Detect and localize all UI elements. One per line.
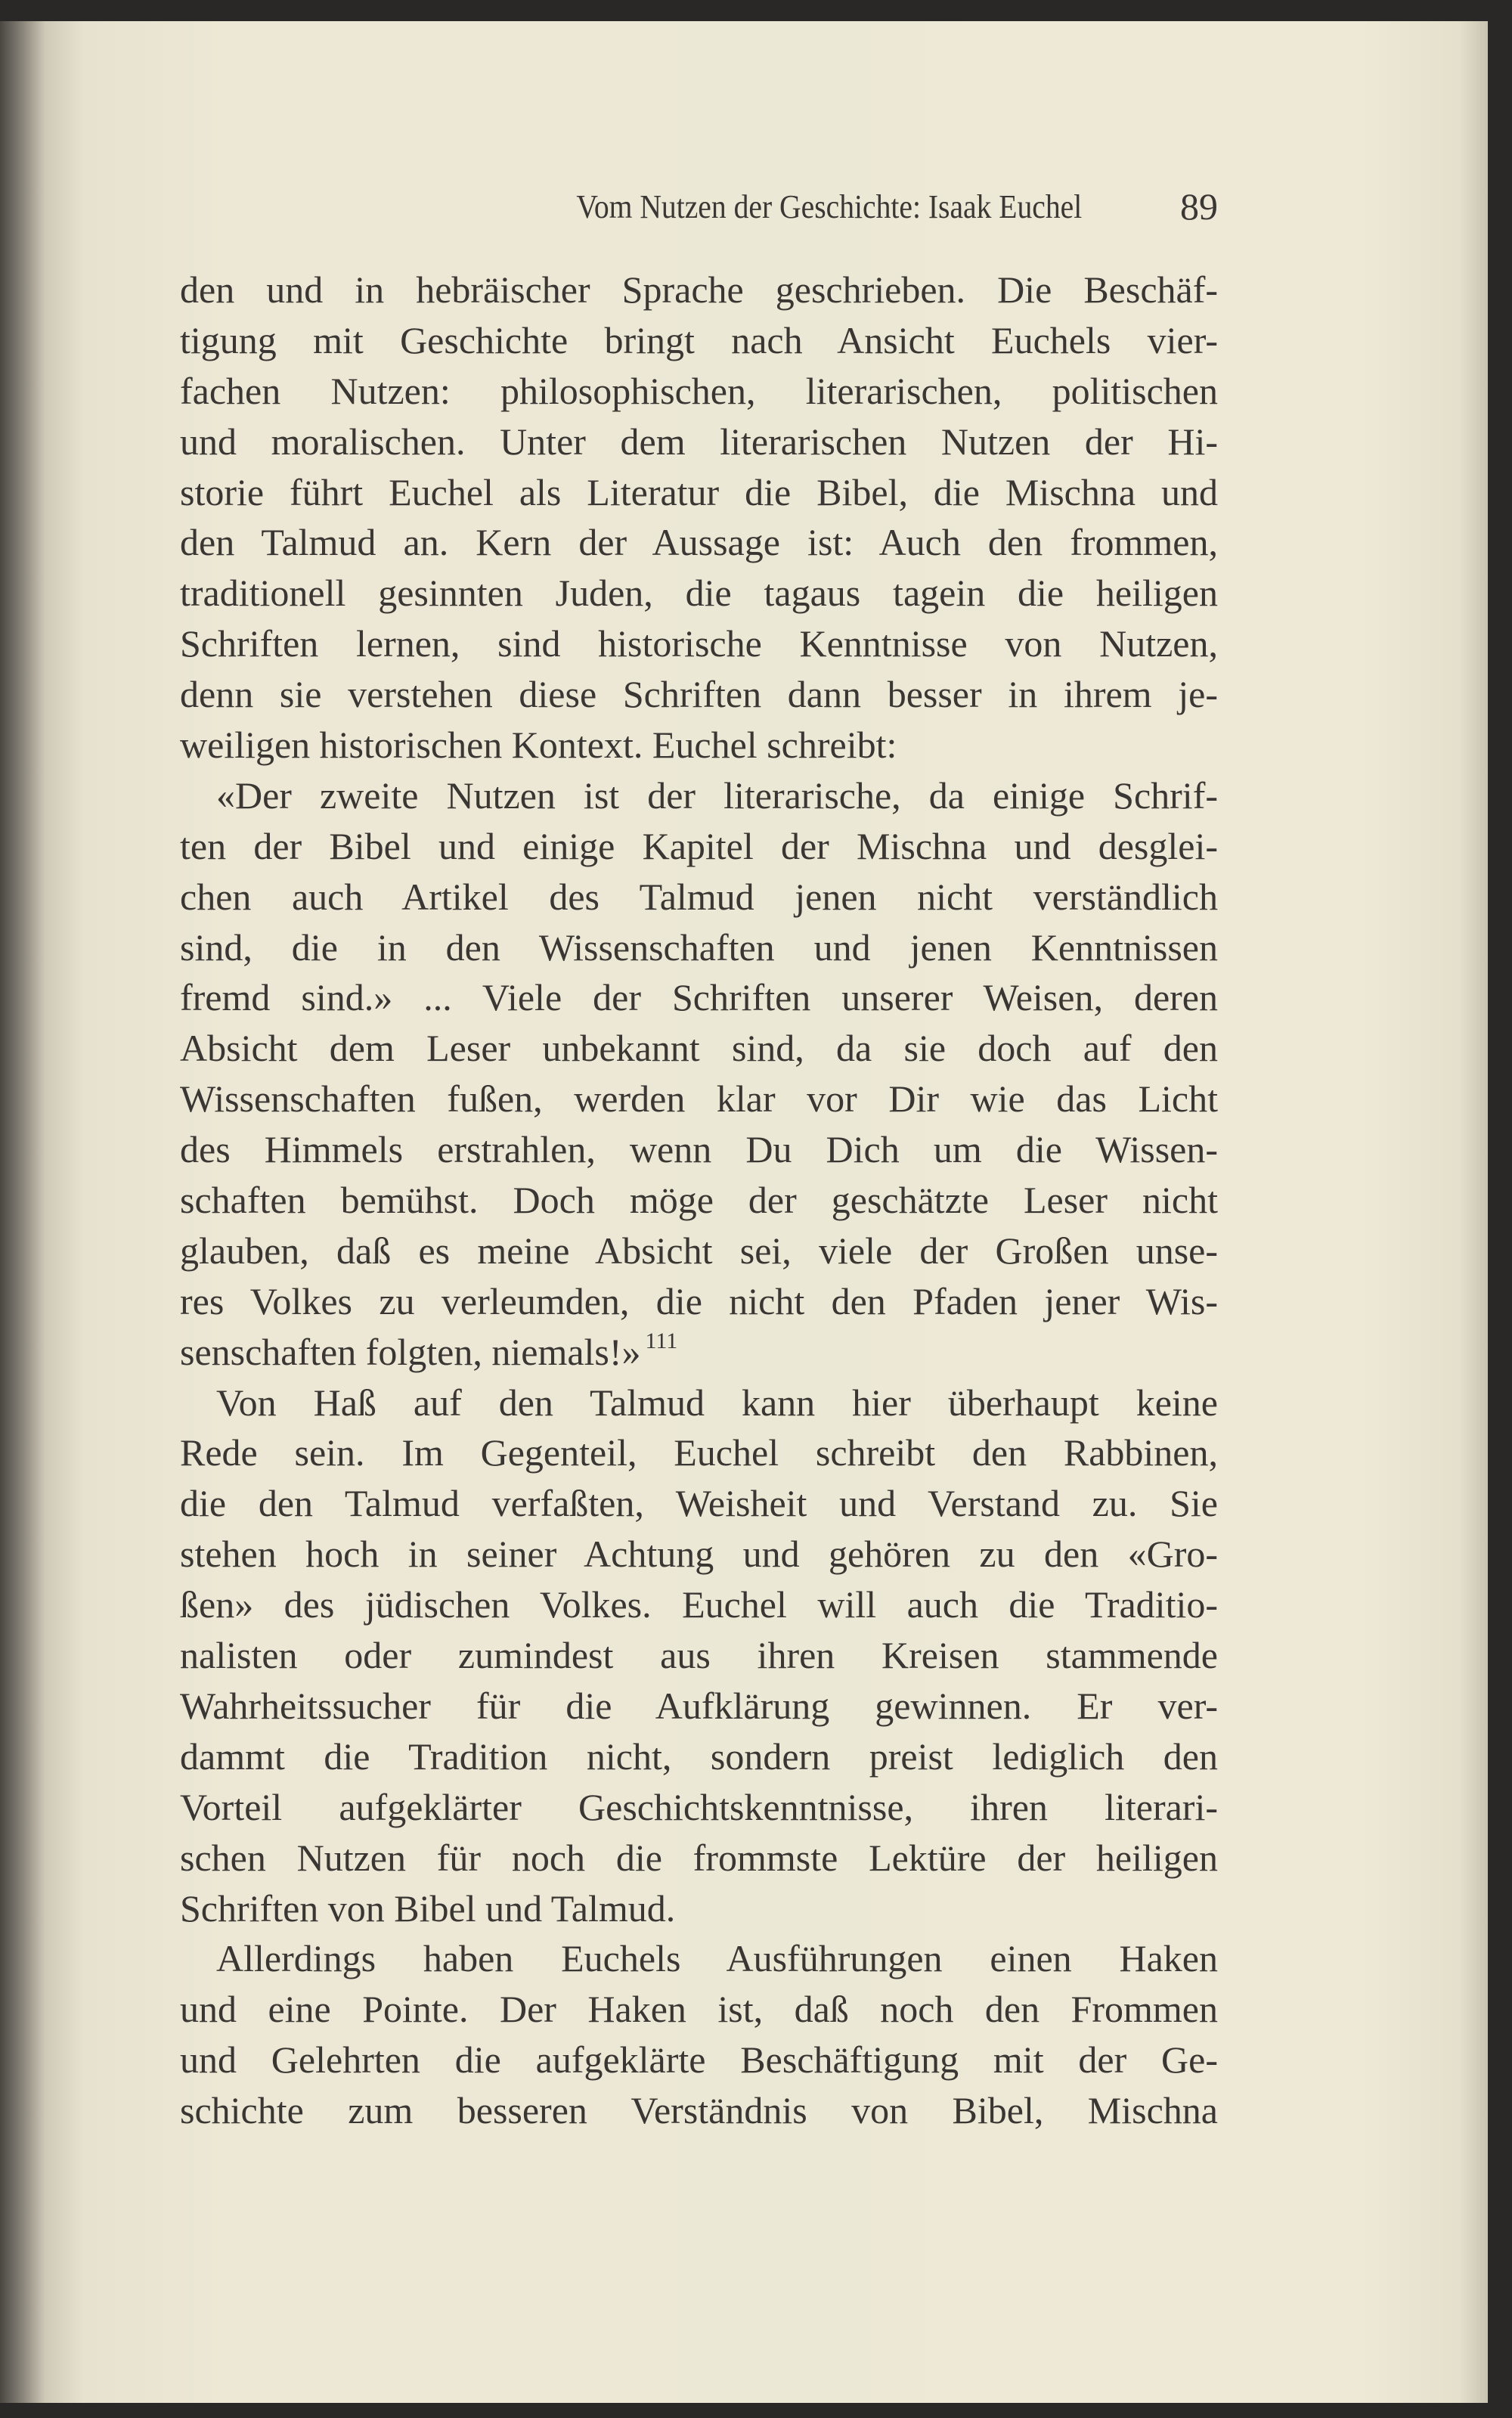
body-text — [180, 265, 1218, 2136]
quote-end-text: senschaften folgten, niemals!» — [180, 1330, 641, 1373]
text-line: Von Haß auf den Talmud kann hier überhaupt keine — [216, 1381, 1218, 1424]
text-line: schen Nutzen für noch die frommste Lektüre der heiligen — [180, 1836, 1218, 1879]
text-line: storie führt Euchel als Literatur die Bibel, die Mischna und — [180, 470, 1218, 513]
text-line: schichte zum besseren Verständnis von Bibel, Mischna — [180, 2089, 1218, 2132]
text-line: den und in hebräischer Sprache geschrieben. Die Beschäf- — [180, 268, 1218, 311]
quote-line: schaften bemühst. Doch möge der geschätzte Leser nicht — [180, 1179, 1218, 1222]
quote-line: «Der zweite Nutzen ist der literarische, da einige Schrif- — [216, 773, 1218, 817]
quote-line: chen auch Artikel des Talmud jenen nicht verständlich — [180, 875, 1218, 918]
quote-line: res Volkes zu verleumden, die nicht den Pfaden jener Wis- — [180, 1279, 1218, 1322]
text-line: Allerdings haben Euchels Ausführungen einen Haken — [216, 1937, 1218, 1980]
text-line: Wahrheitssucher für die Aufklärung gewinnen. Er ver- — [180, 1684, 1218, 1727]
quote-line: glauben, daß es meine Absicht sei, viele der Großen unse- — [180, 1229, 1218, 1272]
page-number: 89 — [1180, 185, 1218, 228]
text-line: und eine Pointe. Der Haken ist, daß noch den Frommen — [180, 1988, 1218, 2031]
text-line: tigung mit Geschichte bringt nach Ansicht Euchels vier- — [180, 318, 1218, 361]
footnote-marker[interactable]: 111 — [645, 1328, 678, 1353]
quote-line — [180, 1327, 1218, 1378]
running-title: Vom Nutzen der Geschichte: Isaak Euchel — [576, 188, 1082, 225]
book-page — [0, 21, 1488, 2403]
text-line: fachen Nutzen: philosophischen, literarischen, politischen — [180, 369, 1218, 412]
text-line: Schriften von Bibel und Talmud. — [180, 1886, 676, 1930]
text-line: und Gelehrten die aufgeklärte Beschäftigung mit der Ge- — [180, 2038, 1218, 2082]
quote-line: Wissenschaften fußen, werden klar vor Dir wie das Licht — [180, 1077, 1218, 1121]
quote-line: Absicht dem Leser unbekannt sind, da sie doch auf den — [180, 1027, 1218, 1070]
text-line: denn sie verstehen diese Schriften dann besser in ihrem je- — [180, 673, 1218, 716]
text-line: und moralischen. Unter dem literarischen Nutzen der Hi- — [180, 420, 1218, 463]
text-line: nalisten oder zumindest aus ihren Kreisen stammende — [180, 1634, 1218, 1677]
text-line: weiligen historischen Kontext. Euchel schreibt: — [180, 724, 897, 767]
text-line: traditionell gesinnten Juden, die tagaus tagein die heiligen — [180, 572, 1218, 615]
text-line: dammt die Tradition nicht, sondern preist lediglich den — [180, 1734, 1218, 1778]
text-line: ßen» des jüdischen Volkes. Euchel will auch die Traditio- — [180, 1583, 1218, 1626]
text-line: Schriften lernen, sind historische Kenntnisse von Nutzen, — [180, 622, 1218, 665]
quote-line: ten der Bibel und einige Kapitel der Mischna und desglei- — [180, 824, 1218, 867]
text-line: Rede sein. Im Gegenteil, Euchel schreibt den Rabbinen, — [180, 1431, 1218, 1474]
text-line: Vorteil aufgeklärter Geschichtskenntnisse, ihren literari- — [180, 1785, 1218, 1828]
page-header — [180, 185, 1218, 233]
quote-line: des Himmels erstrahlen, wenn Du Dich um die Wissen- — [180, 1128, 1218, 1171]
quote-line: fremd sind.» ... Viele der Schriften unserer Weisen, deren — [180, 976, 1218, 1019]
quote-line: sind, die in den Wissenschaften und jenen Kenntnissen — [180, 925, 1218, 969]
text-line: den Talmud an. Kern der Aussage ist: Auch den frommen, — [180, 521, 1218, 564]
text-line: die den Talmud verfaßten, Weisheit und Verstand zu. Sie — [180, 1482, 1218, 1525]
text-line: stehen hoch in seiner Achtung und gehören zu den «Gro- — [180, 1533, 1218, 1576]
